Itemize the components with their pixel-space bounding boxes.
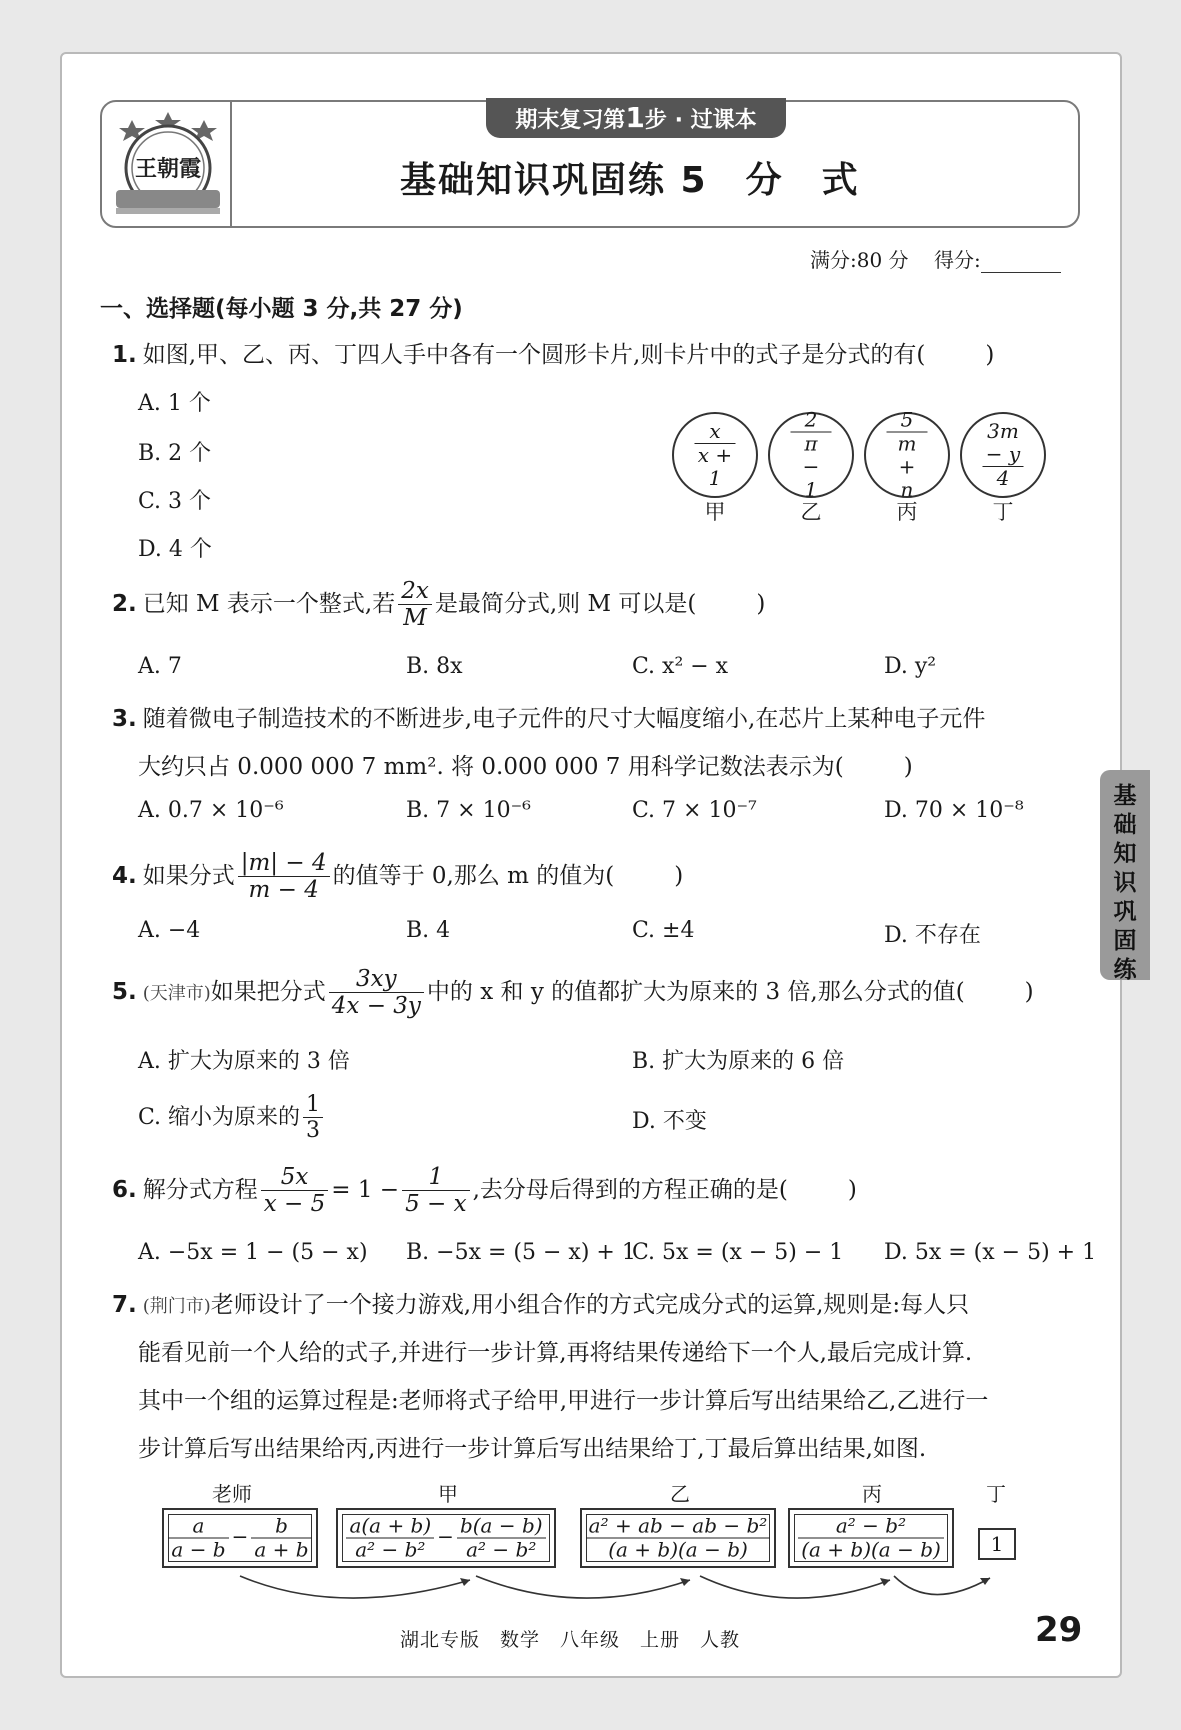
card-numerator: 3m − y — [985, 419, 1021, 466]
fraction-numerator: 1 — [428, 1164, 444, 1190]
q1-option-b[interactable]: B. 2 个 — [138, 441, 212, 466]
card-label-ding: 丁 — [992, 500, 1014, 524]
q6-option-d[interactable]: D. 5x = (x − 5) + 1 — [884, 1240, 1097, 1265]
q5-option-c[interactable] — [138, 1092, 326, 1144]
fraction-numerator: 5x — [280, 1164, 309, 1190]
fraction-numerator: a² + ab − ab − b² — [588, 1513, 768, 1538]
svg-text:王朝霞: 王朝霞 — [134, 156, 202, 182]
side-tab-char: 基 — [1113, 783, 1137, 809]
option-text: C. 缩小为原来的 — [138, 1104, 301, 1130]
relay-box-teacher — [162, 1508, 318, 1568]
fraction-denominator: 5 − x — [402, 1190, 470, 1217]
score-line — [810, 244, 1061, 273]
page-title: 基础知识巩固练 5 分 式 — [400, 160, 860, 201]
fraction-denominator: m − 4 — [238, 876, 330, 903]
q3-option-d[interactable]: D. 70 × 10⁻⁸ — [884, 798, 1024, 823]
question-number: 1. — [112, 342, 137, 368]
fraction-numerator: b(a − b) — [459, 1513, 543, 1538]
q2-option-c[interactable]: C. x² − x — [632, 654, 729, 679]
relay-box-yi — [580, 1508, 776, 1568]
fraction-numerator: 2x — [401, 578, 429, 604]
operator: − — [231, 1524, 249, 1549]
paren-close: ) — [756, 590, 766, 617]
fraction-denominator: a − b — [168, 1538, 228, 1562]
q2-option-b[interactable]: B. 8x — [406, 654, 463, 679]
card-denominator: x + 1 — [695, 443, 736, 490]
relay-label-yi: 乙 — [670, 1482, 690, 1506]
question-text: 如果把分式 — [210, 978, 326, 1005]
question-text: ,去分母后得到的方程正确的是( — [472, 1176, 788, 1203]
question-6 — [112, 1164, 857, 1218]
question-source: (荆门市) — [142, 1296, 211, 1317]
fraction-denominator: a² − b² — [457, 1538, 546, 1562]
question-text: 大约只占 0.000 000 7 mm². 将 0.000 000 7 用科学记数法表示为( — [138, 754, 844, 780]
q2-option-d[interactable]: D. y² — [884, 654, 937, 679]
question-text: 如果分式 — [142, 862, 235, 889]
q3-option-a[interactable]: A. 0.7 × 10⁻⁶ — [138, 798, 284, 823]
question-text: 如图,甲、乙、丙、丁四人手中各有一个圆形卡片,则卡片中的式子是分式的有( — [142, 342, 926, 368]
q2-option-a[interactable]: A. 7 — [138, 654, 182, 679]
fraction-numerator: a(a + b) — [349, 1513, 432, 1538]
fraction-denominator: (a + b)(a − b) — [586, 1538, 771, 1562]
card-denominator: 4 — [983, 466, 1024, 490]
fraction-denominator: x − 5 — [261, 1190, 329, 1217]
relay-label-ding: 丁 — [986, 1482, 1006, 1506]
score-blank[interactable] — [981, 254, 1061, 273]
fraction-denominator: a + b — [251, 1538, 311, 1562]
fraction-numerator: b — [275, 1513, 288, 1538]
fraction-numerator: 1 — [306, 1092, 321, 1117]
relay-label-jia: 甲 — [438, 1482, 458, 1506]
relay-box-ding: 1 — [978, 1528, 1016, 1560]
question-text: 解分式方程 — [142, 1176, 258, 1203]
question-text: 是最简分式,则 M 可以是( — [434, 590, 697, 617]
card-denominator: m + n — [887, 432, 928, 502]
card-yi — [768, 407, 854, 502]
operator: − — [437, 1524, 454, 1549]
header-banner — [486, 98, 786, 138]
q5-option-b[interactable]: B. 扩大为原来的 6 倍 — [632, 1049, 845, 1074]
question-7-line4: 步计算后写出结果给丙,丙进行一步计算后写出结果给丁,丁最后算出结果,如图. — [138, 1436, 927, 1462]
page-number: 29 — [1035, 1610, 1083, 1650]
fraction-denominator: 3 — [303, 1117, 323, 1143]
relay-label-bing: 丙 — [862, 1482, 882, 1506]
q4-option-c[interactable]: C. ±4 — [632, 918, 695, 943]
footer-text: 湖北专版 数学 八年级 上册 人教 — [400, 1629, 741, 1651]
banner-text-post: 步 · 过课本 — [644, 108, 757, 133]
question-text: 中的 x 和 y 的值都扩大为原来的 3 倍,那么分式的值( — [426, 978, 965, 1005]
paren-close: ) — [674, 862, 684, 889]
side-tab-char: 础 — [1113, 812, 1137, 838]
q6-option-b[interactable]: B. −5x = (5 − x) + 1 — [406, 1240, 636, 1265]
question-7-line3: 其中一个组的运算过程是:老师将式子给甲,甲进行一步计算后写出结果给乙,乙进行一 — [138, 1388, 989, 1414]
banner-step-number: 1 — [625, 101, 645, 134]
side-tab-char: 固 — [1113, 928, 1137, 954]
banner-text-pre: 期末复习第 — [515, 108, 626, 133]
question-number: 6. — [112, 1176, 137, 1203]
paren-close: ) — [1024, 978, 1034, 1005]
fraction-denominator: M — [398, 604, 432, 631]
publisher-logo — [112, 108, 224, 220]
fraction-numerator: 3xy — [356, 966, 397, 992]
question-3-line2 — [138, 748, 913, 781]
fraction-numerator: a² − b² — [835, 1513, 907, 1538]
side-tab — [1100, 770, 1150, 983]
card-label-bing: 丙 — [896, 500, 918, 524]
q3-option-c[interactable]: C. 7 × 10⁻⁷ — [632, 798, 757, 823]
question-7-line2: 能看见前一个人给的式子,并进行一步计算,再将结果传递给下一个人,最后完成计算. — [138, 1340, 973, 1366]
question-text: 的值等于 0,那么 m 的值为( — [332, 862, 615, 889]
q6-option-a[interactable]: A. −5x = 1 − (5 − x) — [138, 1240, 368, 1265]
side-tab-char: 练 — [1113, 957, 1137, 983]
relay-box-bing — [788, 1508, 954, 1568]
question-number: 4. — [112, 862, 137, 889]
fraction-denominator: a² − b² — [346, 1538, 434, 1562]
question-number: 5. — [112, 978, 137, 1005]
q4-option-b[interactable]: B. 4 — [406, 918, 451, 943]
card-numerator: 5 — [900, 407, 914, 432]
question-3 — [112, 700, 985, 733]
q1-option-a[interactable]: A. 1 个 — [138, 391, 211, 416]
card-jia — [672, 412, 758, 498]
card-bing — [864, 407, 950, 502]
q4-option-a[interactable]: A. −4 — [138, 918, 201, 943]
question-2 — [112, 578, 765, 632]
question-text: 随着微电子制造技术的不断进步,电子元件的尺寸大幅度缩小,在芯片上某种电子元件 — [142, 706, 986, 732]
relay-arrows — [200, 1568, 1010, 1618]
section-heading: 一、选择题(每小题 3 分,共 27 分) — [100, 296, 463, 322]
question-number: 7. — [112, 1292, 137, 1318]
card-numerator: x — [709, 419, 721, 443]
card-label-yi: 乙 — [800, 500, 822, 524]
paren-close: ) — [903, 754, 913, 780]
fraction-denominator: (a + b)(a − b) — [798, 1538, 944, 1562]
q4-option-d[interactable]: D. 不存在 — [884, 923, 981, 948]
question-1 — [112, 336, 994, 369]
question-7 — [112, 1286, 969, 1319]
header-divider — [230, 100, 232, 228]
q1-option-c[interactable]: C. 3 个 — [138, 489, 212, 514]
q5-option-a[interactable]: A. 扩大为原来的 3 倍 — [138, 1049, 350, 1074]
full-score: 满分:80 分 — [810, 248, 909, 272]
fraction-denominator: 4x − 3y — [329, 992, 424, 1019]
fraction-numerator: |m| − 4 — [240, 850, 327, 876]
question-source: (天津市) — [142, 982, 211, 1004]
equation-middle: = 1 − — [331, 1176, 400, 1203]
side-tab-char: 知 — [1113, 841, 1137, 867]
paren-close: ) — [847, 1176, 857, 1203]
card-label-jia: 甲 — [704, 500, 726, 524]
card-numerator: 2 — [804, 407, 818, 432]
card-ding — [960, 412, 1046, 498]
question-number: 2. — [112, 590, 137, 617]
q3-option-b[interactable]: B. 7 × 10⁻⁶ — [406, 798, 531, 823]
question-text: 老师设计了一个接力游戏,用小组合作的方式完成分式的运算,规则是:每人只 — [210, 1292, 970, 1318]
question-4 — [112, 850, 683, 904]
fraction-numerator: a — [192, 1513, 205, 1538]
score-label: 得分: — [933, 248, 981, 272]
paren-close: ) — [985, 342, 995, 368]
q6-option-c[interactable]: C. 5x = (x − 5) − 1 — [632, 1240, 844, 1265]
question-number: 3. — [112, 706, 137, 732]
q1-option-d[interactable]: D. 4 个 — [138, 537, 212, 562]
question-text: 已知 M 表示一个整式,若 — [142, 590, 396, 617]
q5-option-d[interactable]: D. 不变 — [632, 1109, 707, 1134]
side-tab-char: 识 — [1113, 870, 1137, 896]
card-denominator: π − 1 — [791, 432, 832, 502]
question-5 — [112, 966, 1034, 1020]
relay-box-jia — [336, 1508, 556, 1568]
side-tab-char: 巩 — [1113, 899, 1137, 925]
relay-label-teacher: 老师 — [212, 1482, 252, 1506]
